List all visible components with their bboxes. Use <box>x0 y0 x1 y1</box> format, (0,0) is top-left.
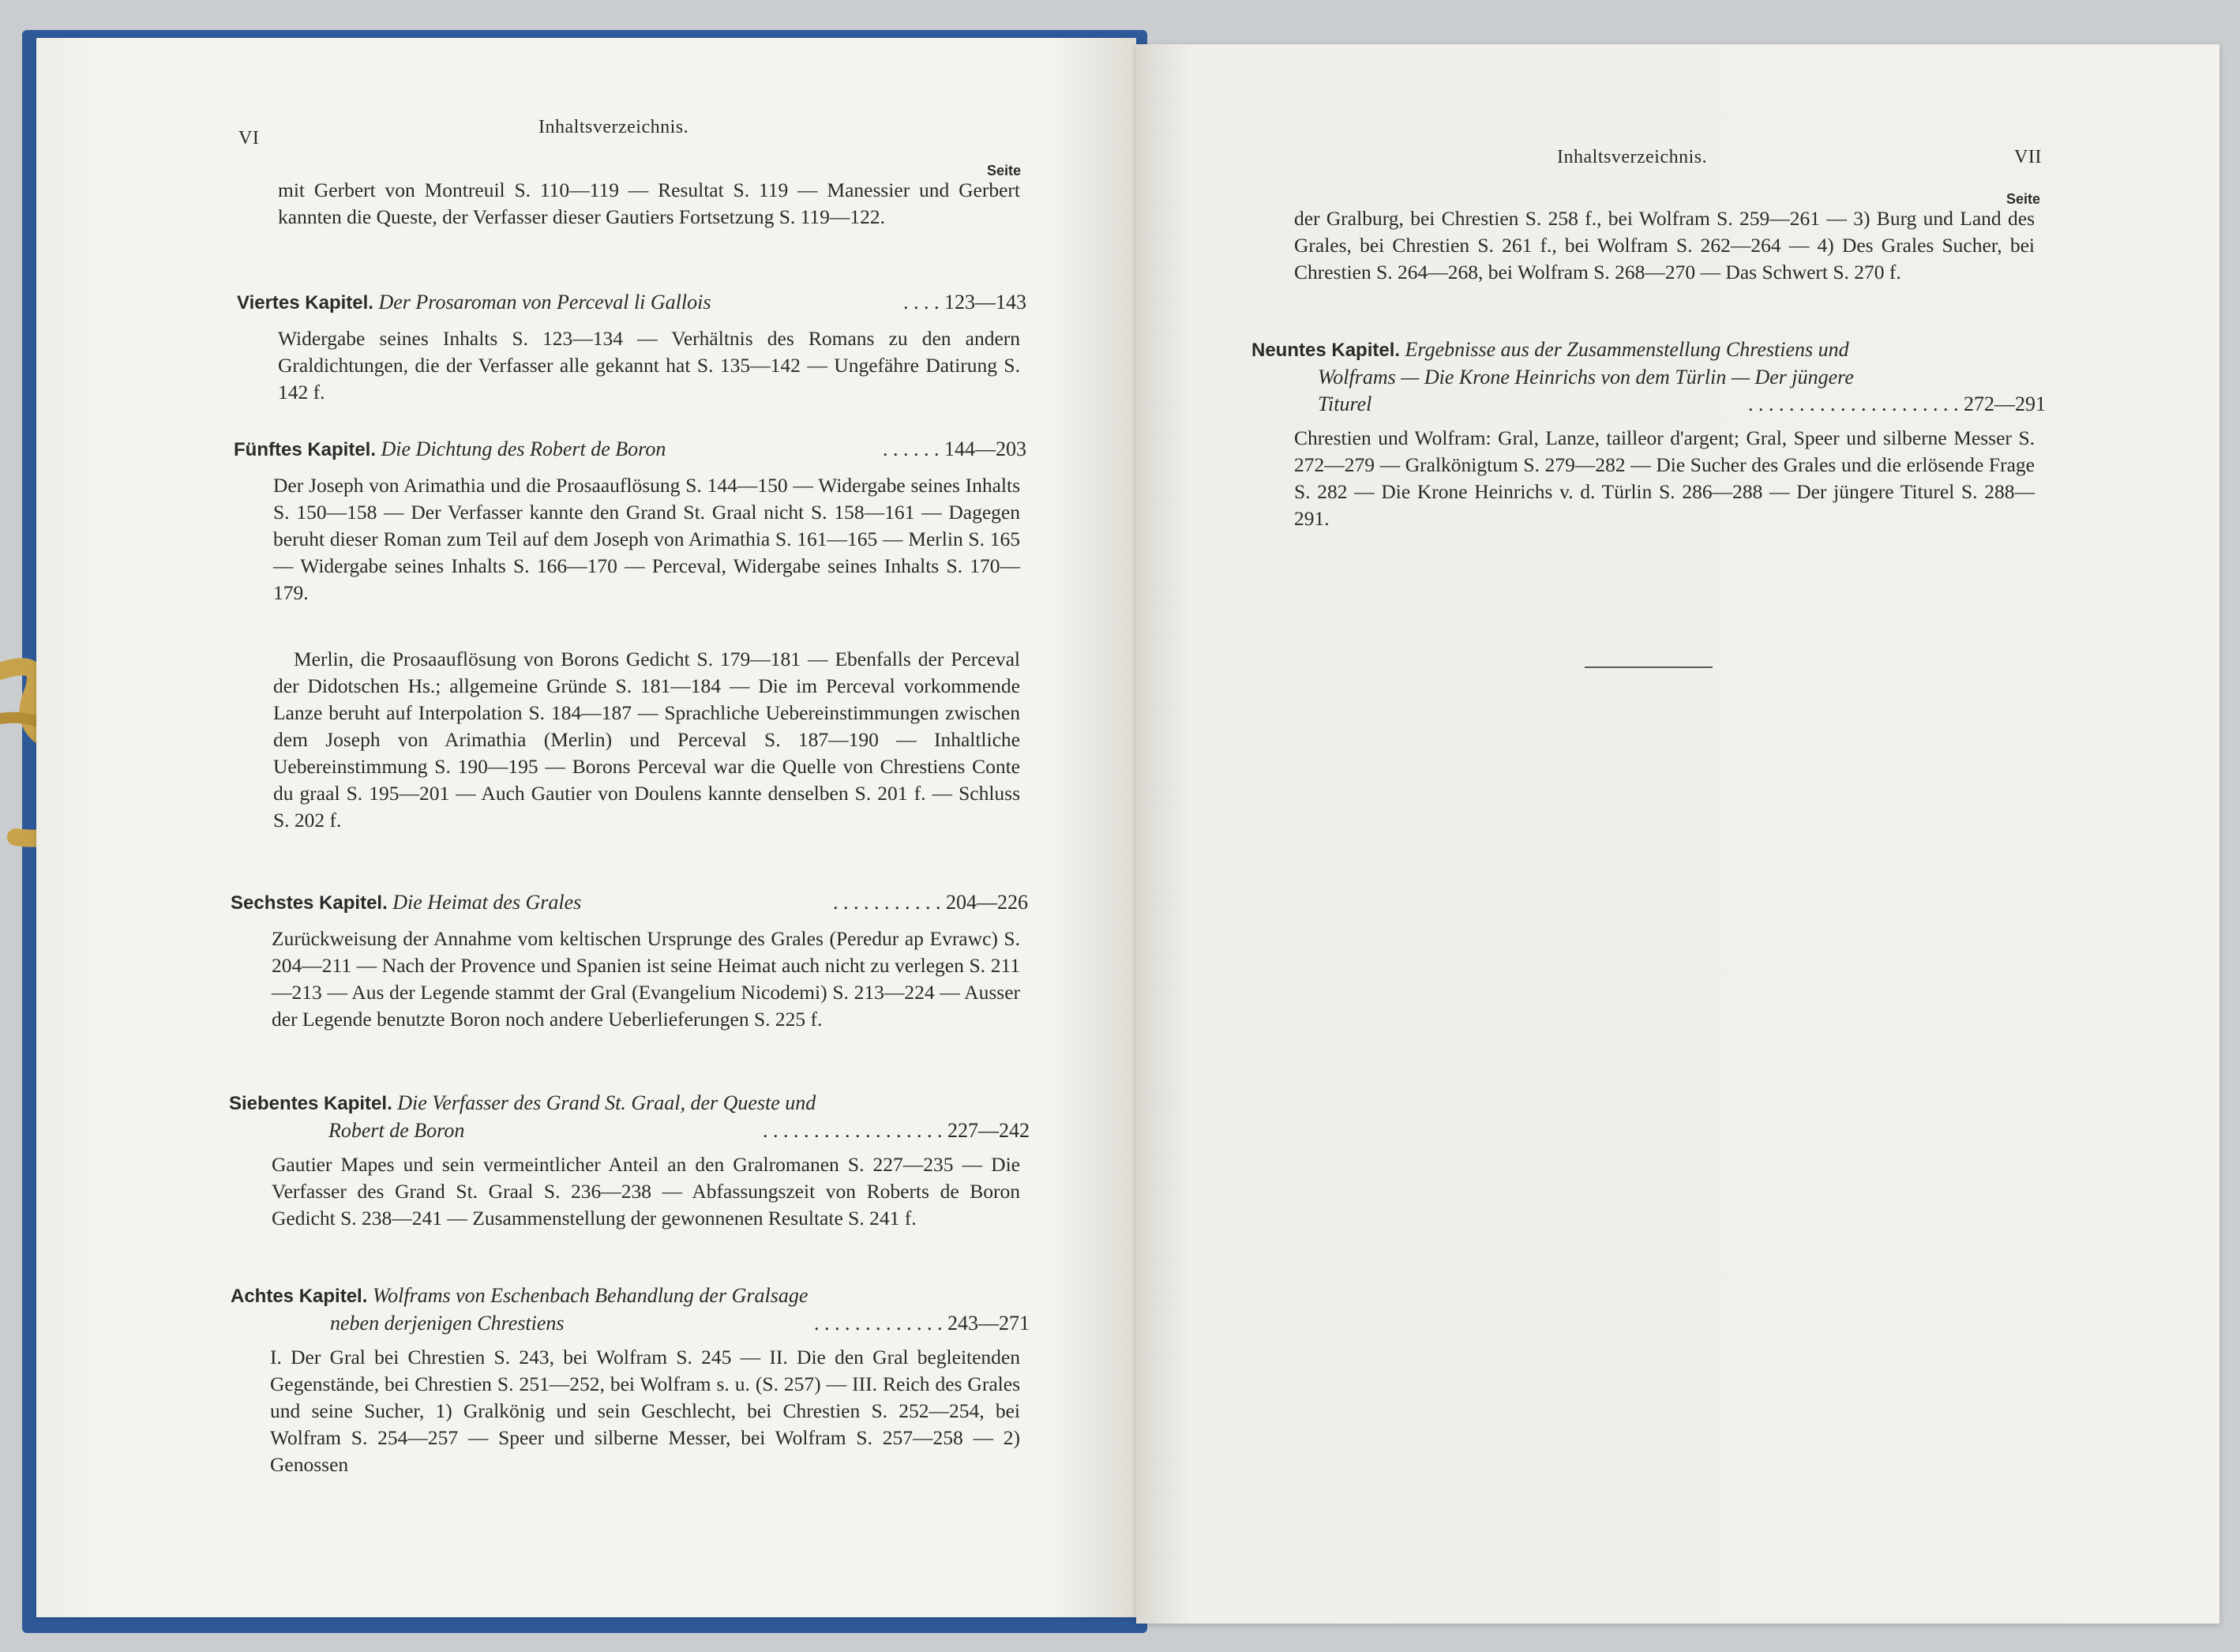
chapter-6-title: Die Heimat des Grales <box>392 891 582 914</box>
chapter-7-pages: . . . . . . . . . . . . . . . . . . 227—242 <box>763 1119 1030 1142</box>
chapter-4-heading <box>237 289 1026 317</box>
continued-entry-right: der Gralburg, bei Chrestien S. 258 f., bei Wolfram S. 259—261 — 3) Burg und Land des Grales, bei Chrestien S. 261 f., bei Wolfram S. 262—264 — 4) Des Grales Sucher, bei Chrestien S. 264—268, bei Wolfram S. 268—270 — Das Schwert S. 270 f. <box>1294 207 2035 283</box>
chapter-7-label: Siebentes Kapitel. <box>229 1093 392 1114</box>
running-header-left: Inhaltsverzeichnis. <box>538 117 689 137</box>
section-divider <box>1585 666 1713 668</box>
chapter-8-pages: . . . . . . . . . . . . . 243—271 <box>814 1312 1030 1335</box>
chapter-5-title: Die Dichtung des Robert de Boron <box>381 437 666 460</box>
chapter-9-summary: Chrestien und Wolfram: Gral, Lanze, tailleor d'argent; Gral, Speer und silberne Messer S. 272—279 — Gralkönigtum S. 279—282 — Die Sucher des Grales und die erlösende Frage S. 282 — Die Krone Heinrichs v. d. Türlin S. 286—288 — Der jüngere Titurel S. 288—291. <box>1294 426 2035 530</box>
right-page <box>1136 44 2219 1624</box>
continued-entry-left: mit Gerbert von Montreuil S. 110—119 — Resultat S. 119 — Manessier und Gerbert kannten die Queste, der Verfasser dieser Gautiers Fortsetzung S. 119—122. <box>278 178 1020 228</box>
chapter-6-summary: Zurückweisung der Annahme vom keltischen Ursprunge des Grales (Peredur ap Evrawc) S. 204—211 — Nach der Provence und Spanien ist seine Heimat auch nicht zu verlegen S. 211—213 — Aus der Legende stammt der Gral (Evangelium Nicodemi) S. 213—224 — Ausser der Legende benutzte Boron noch andere Ueberlieferungen S. 225 f. <box>272 927 1020 1031</box>
chapter-9-label: Neuntes Kapitel. <box>1251 340 1401 361</box>
running-header-right: Inhaltsverzeichnis. <box>1557 147 1708 167</box>
chapter-5-pages: . . . . . . 144—203 <box>883 437 1026 460</box>
page-number-right: VII <box>2014 147 2042 167</box>
chapter-7-summary: Gautier Mapes und sein vermeintlicher Anteil an den Gralromanen S. 227—235 — Die Verfasser des Grand St. Graal S. 236—238 — Abfassungszeit von Roberts de Boron Gedicht S. 238—241 — Zusammenstellung der gewonnenen Resultate S. 241 f. <box>272 1153 1020 1230</box>
chapter-4-pages: . . . . 123—143 <box>903 291 1026 314</box>
chapter-4-title: Der Prosaroman von Perceval li Gallois <box>378 291 711 314</box>
chapter-9-title-cont: Wolframs — Die Krone Heinrichs von dem Türlin — Der jüngere <box>1318 366 1854 389</box>
chapter-7-title-cont: Robert de Boron <box>328 1119 465 1142</box>
chapter-9-title-cont-2: Titurel <box>1318 392 1372 415</box>
chapter-8-title: Wolframs von Eschenbach Behandlung der Gralsage <box>372 1284 809 1307</box>
chapter-6-label: Sechstes Kapitel. <box>231 892 388 914</box>
chapter-8-summary: I. Der Gral bei Chrestien S. 243, bei Wolfram S. 245 — II. Die den Gral begleitenden Gegenstände, bei Chrestien S. 251—252, bei Wolfram s. u. (S. 257) — III. Reich des Grales und seine Sucher, 1) Gralkönig und sein Geschlecht, bei Chrestien S. 252—254, bei Wolfram S. 254—257 — Speer und silberne Messer, bei Wolfram S. 257—258 — 2) Genossen <box>270 1346 1020 1476</box>
seite-label-right: Seite <box>2006 191 2041 207</box>
chapter-5-heading <box>234 436 1026 464</box>
chapter-8-heading <box>231 1282 1030 1337</box>
chapter-5-summary: Der Joseph von Arimathia und die Prosaauflösung S. 144—150 — Widergabe seines Inhalts S. 150—158 — Der Verfasser kannte den Grand St. Graal nicht S. 158—161 — Dagegen beruht dieser Roman zum Teil auf dem Joseph von Arimathia S. 161—165 — Merlin S. 165 — Widergabe seines Inhalts S. 166—170 — Perceval, Widergabe seines Inhalts S. 170—179. <box>273 474 1020 604</box>
chapter-5-summary-2: Merlin, die Prosaauflösung von Borons Gedicht S. 179—181 — Ebenfalls der Perceval der Didotschen Hs.; allgemeine Gründe S. 181—184 — Die im Perceval vorkommende Lanze beruht auf Interpolation S. 184—187 — Sprachliche Uebereinstimmungen zwischen dem Joseph von Arimathia (Merlin) und Perceval S. 187—190 — Inhaltliche Uebereinstimmung S. 190—195 — Borons Perceval war die Quelle von Chrestiens Conte du graal S. 195—201 — Auch Gautier von Doulens kannte denselben S. 201 f. — Schluss S. 202 f. <box>273 648 1020 832</box>
chapter-9-title: Ergebnisse aus der Zusammenstellung Chrestiens und <box>1405 338 1849 361</box>
chapter-9-pages: . . . . . . . . . . . . . . . . . . . . . 272—291 <box>1748 392 2046 415</box>
chapter-8-label: Achtes Kapitel. <box>231 1286 368 1307</box>
chapter-7-heading <box>229 1090 1030 1144</box>
seite-label-left: Seite <box>987 163 1022 178</box>
chapter-5-label: Fünftes Kapitel. <box>234 439 377 460</box>
chapter-7-title: Die Verfasser des Grand St. Graal, der Queste und <box>397 1091 816 1114</box>
chapter-4-label: Viertes Kapitel. <box>237 292 373 314</box>
left-page <box>36 38 1136 1617</box>
chapter-6-heading <box>231 889 1028 917</box>
chapter-6-pages: . . . . . . . . . . . 204—226 <box>833 891 1028 914</box>
chapter-4-summary: Widergabe seines Inhalts S. 123—134 — Verhältnis des Romans zu den andern Graldichtungen, die der Verfasser alle gekannt hat S. 135—142 — Ungefähre Datirung S. 142 f. <box>278 327 1020 404</box>
page-number-left: VI <box>238 128 260 148</box>
chapter-9-heading <box>1251 336 2046 418</box>
chapter-8-title-cont: neben derjenigen Chrestiens <box>330 1312 565 1335</box>
